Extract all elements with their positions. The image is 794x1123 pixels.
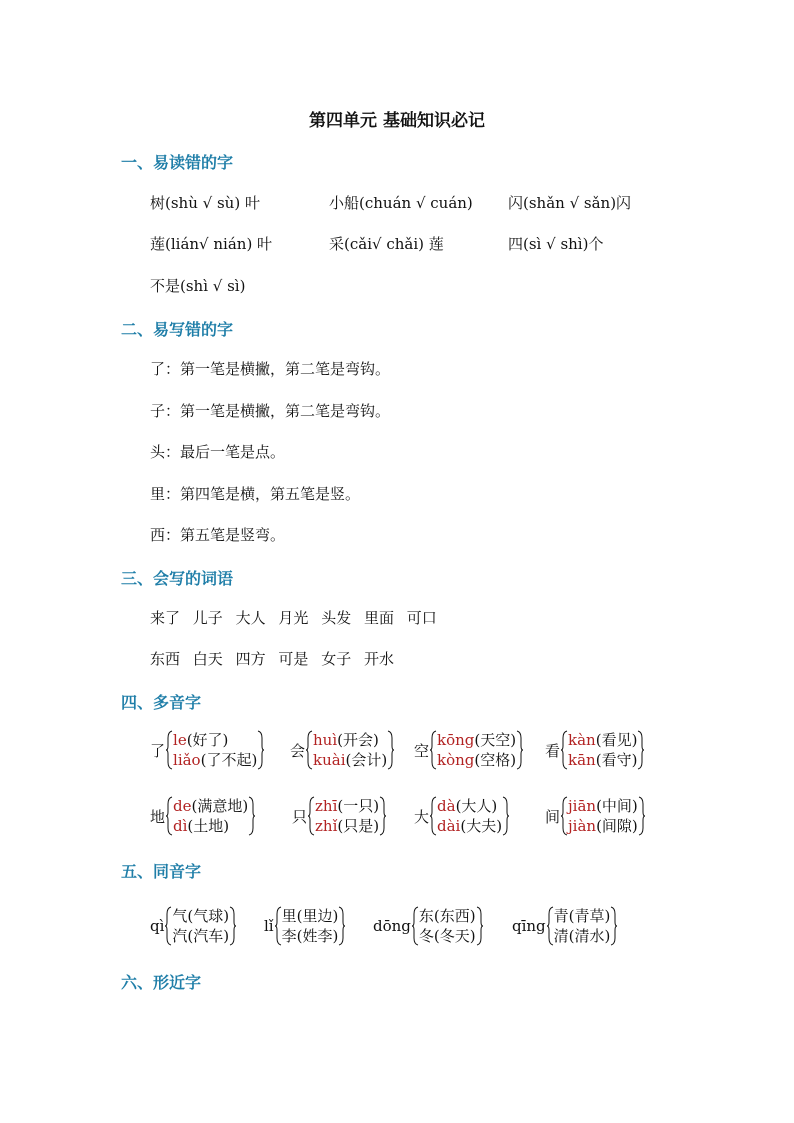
reading-row — [315, 816, 379, 836]
pinyin: dài — [437, 817, 461, 835]
polyphone-group — [545, 730, 644, 770]
example-word: (间隙) — [596, 817, 638, 835]
homophone-chars — [554, 906, 611, 946]
example-word: (了不起) — [200, 751, 258, 769]
polyphone-readings — [173, 730, 257, 770]
word: 可是 — [278, 650, 309, 668]
example-word: (大夫) — [460, 817, 503, 835]
pinyin: jiàn — [568, 817, 597, 835]
right-bracket-icon — [502, 796, 509, 836]
word: 开水 — [363, 650, 394, 668]
section-heading-6: 六、形近字 — [121, 973, 202, 992]
pinyin: de — [173, 797, 192, 815]
polyphone-readings — [568, 730, 637, 770]
reading-row — [437, 816, 502, 836]
section-heading-3: 三、会写的词语 — [121, 569, 234, 588]
read-item: 闪(shǎn √ sǎn)闪 — [508, 194, 632, 212]
pinyin: huì — [313, 731, 338, 749]
write-note: 里：第四笔是横，第五笔是竖。 — [150, 485, 361, 503]
word: 儿子 — [192, 609, 223, 627]
write-note: 子：第一笔是横撇，第二笔是弯钩。 — [150, 402, 391, 420]
pinyin: kàn — [568, 731, 596, 749]
pinyin: zhǐ — [315, 817, 338, 835]
right-bracket-icon — [387, 730, 394, 770]
reading-row — [437, 730, 516, 750]
pinyin: liǎo — [173, 751, 201, 769]
example-word: (大人) — [455, 797, 498, 815]
polyphone-group — [414, 730, 523, 770]
left-bracket-icon — [166, 730, 173, 770]
section-heading-5: 五、同音字 — [121, 862, 202, 881]
polyphone-char: 间 — [545, 807, 561, 826]
pinyin: kòng — [437, 751, 475, 769]
section-heading-2: 二、易写错的字 — [121, 320, 234, 339]
example-word: (好了) — [186, 731, 229, 749]
polyphone-char: 只 — [292, 807, 308, 826]
polyphone-group — [290, 730, 394, 770]
right-bracket-icon — [610, 906, 617, 946]
reading-row — [568, 816, 638, 836]
read-item: 不是(shì √ sì) — [150, 277, 246, 295]
homophone-pinyin: qīng — [512, 917, 546, 935]
right-bracket-icon — [379, 796, 386, 836]
word-row — [150, 607, 445, 628]
homophone-chars — [419, 906, 476, 946]
polyphone-char: 了 — [150, 741, 166, 760]
polyphone-readings — [315, 796, 379, 836]
write-note: 头：最后一笔是点。 — [150, 443, 286, 461]
polyphone-group — [150, 730, 264, 770]
left-bracket-icon — [308, 796, 315, 836]
homophone-chars — [172, 906, 229, 946]
left-bracket-icon — [412, 906, 419, 946]
pinyin: kōng — [437, 731, 475, 749]
reading-row — [313, 750, 387, 770]
homophone-row: 汽(汽车) — [172, 927, 230, 945]
homophone-group — [264, 906, 345, 946]
polyphone-char: 大 — [414, 807, 430, 826]
polyphone-readings — [437, 730, 516, 770]
polyphone-group — [414, 796, 509, 836]
right-bracket-icon — [229, 906, 236, 946]
homophone-group — [150, 906, 236, 946]
homophone-row: 东(东西) — [418, 907, 476, 925]
write-note: 了：第一笔是横撇，第二笔是弯钩。 — [150, 360, 391, 378]
homophone-row: 青(青草) — [553, 907, 611, 925]
word: 白天 — [192, 650, 223, 668]
word-row — [150, 648, 402, 669]
example-word: (一只) — [337, 797, 380, 815]
left-bracket-icon — [430, 730, 437, 770]
section-heading-4: 四、多音字 — [121, 693, 202, 712]
left-bracket-icon — [306, 730, 313, 770]
example-word: (只是) — [337, 817, 380, 835]
homophone-pinyin: lǐ — [264, 917, 274, 935]
right-bracket-icon — [338, 906, 345, 946]
word: 东西 — [150, 650, 181, 668]
word: 四方 — [235, 650, 266, 668]
polyphone-char: 会 — [290, 741, 306, 760]
read-item: 莲(lián√ nián) 叶 — [150, 235, 273, 253]
word: 大人 — [235, 609, 266, 627]
read-item: 树(shù √ sù) 叶 — [150, 194, 260, 212]
word: 可口 — [406, 609, 437, 627]
pinyin: zhī — [315, 797, 338, 815]
right-bracket-icon — [638, 796, 645, 836]
right-bracket-icon — [516, 730, 523, 770]
example-word: (满意地) — [191, 797, 249, 815]
word: 月光 — [278, 609, 309, 627]
reading-row — [437, 796, 502, 816]
read-item: 小船(chuán √ cuán) — [329, 194, 473, 212]
left-bracket-icon — [561, 730, 568, 770]
right-bracket-icon — [257, 730, 264, 770]
polyphone-group — [545, 796, 645, 836]
reading-row — [173, 750, 257, 770]
homophone-row: 冬(冬天) — [418, 927, 476, 945]
example-word: (会计) — [345, 751, 388, 769]
polyphone-readings — [313, 730, 387, 770]
pinyin: dì — [173, 817, 188, 835]
pinyin: le — [173, 731, 187, 749]
left-bracket-icon — [430, 796, 437, 836]
example-word: (看见) — [595, 731, 638, 749]
polyphone-char: 地 — [150, 807, 166, 826]
reading-row — [315, 796, 379, 816]
word: 里面 — [363, 609, 394, 627]
reading-row — [568, 750, 637, 770]
read-item: 四(sì √ shì)个 — [508, 235, 604, 253]
polyphone-char: 看 — [545, 741, 561, 760]
homophone-pinyin: qì — [150, 917, 165, 935]
polyphone-readings — [437, 796, 502, 836]
word: 女子 — [321, 650, 352, 668]
homophone-row: 里(里边) — [281, 907, 339, 925]
pinyin: jiān — [568, 797, 597, 815]
left-bracket-icon — [547, 906, 554, 946]
polyphone-char: 空 — [414, 741, 430, 760]
example-word: (看守) — [595, 751, 638, 769]
left-bracket-icon — [166, 796, 173, 836]
left-bracket-icon — [165, 906, 172, 946]
homophone-group — [512, 906, 617, 946]
word: 来了 — [150, 609, 181, 627]
example-word: (天空) — [474, 731, 517, 749]
homophone-group — [373, 906, 483, 946]
reading-row — [437, 750, 516, 770]
polyphone-group — [292, 796, 386, 836]
reading-row — [173, 796, 248, 816]
pinyin: dà — [437, 797, 456, 815]
right-bracket-icon — [637, 730, 644, 770]
reading-row — [568, 730, 637, 750]
example-word: (空格) — [474, 751, 517, 769]
read-item: 采(cǎi√ chǎi) 莲 — [329, 235, 444, 253]
polyphone-readings — [568, 796, 638, 836]
polyphone-readings — [173, 796, 248, 836]
example-word: (中间) — [596, 797, 638, 815]
example-word: (土地) — [187, 817, 230, 835]
left-bracket-icon — [561, 796, 568, 836]
word: 头发 — [321, 609, 352, 627]
homophone-row: 气(气球) — [172, 907, 230, 925]
homophone-chars — [282, 906, 339, 946]
polyphone-group — [150, 796, 255, 836]
right-bracket-icon — [248, 796, 255, 836]
homophone-row: 清(清水) — [553, 927, 611, 945]
page-title: 第四单元 基础知识必记 — [309, 111, 485, 131]
homophone-row: 李(姓李) — [281, 927, 339, 945]
pinyin: kān — [568, 751, 596, 769]
right-bracket-icon — [476, 906, 483, 946]
reading-row — [313, 730, 387, 750]
reading-row — [173, 816, 248, 836]
homophone-pinyin: dōng — [373, 917, 411, 935]
section-heading-1: 一、易读错的字 — [121, 153, 234, 172]
left-bracket-icon — [275, 906, 282, 946]
pinyin: kuài — [313, 751, 346, 769]
write-note: 西：第五笔是竖弯。 — [150, 526, 286, 544]
reading-row — [568, 796, 638, 816]
reading-row — [173, 730, 257, 750]
example-word: (开会) — [337, 731, 379, 749]
